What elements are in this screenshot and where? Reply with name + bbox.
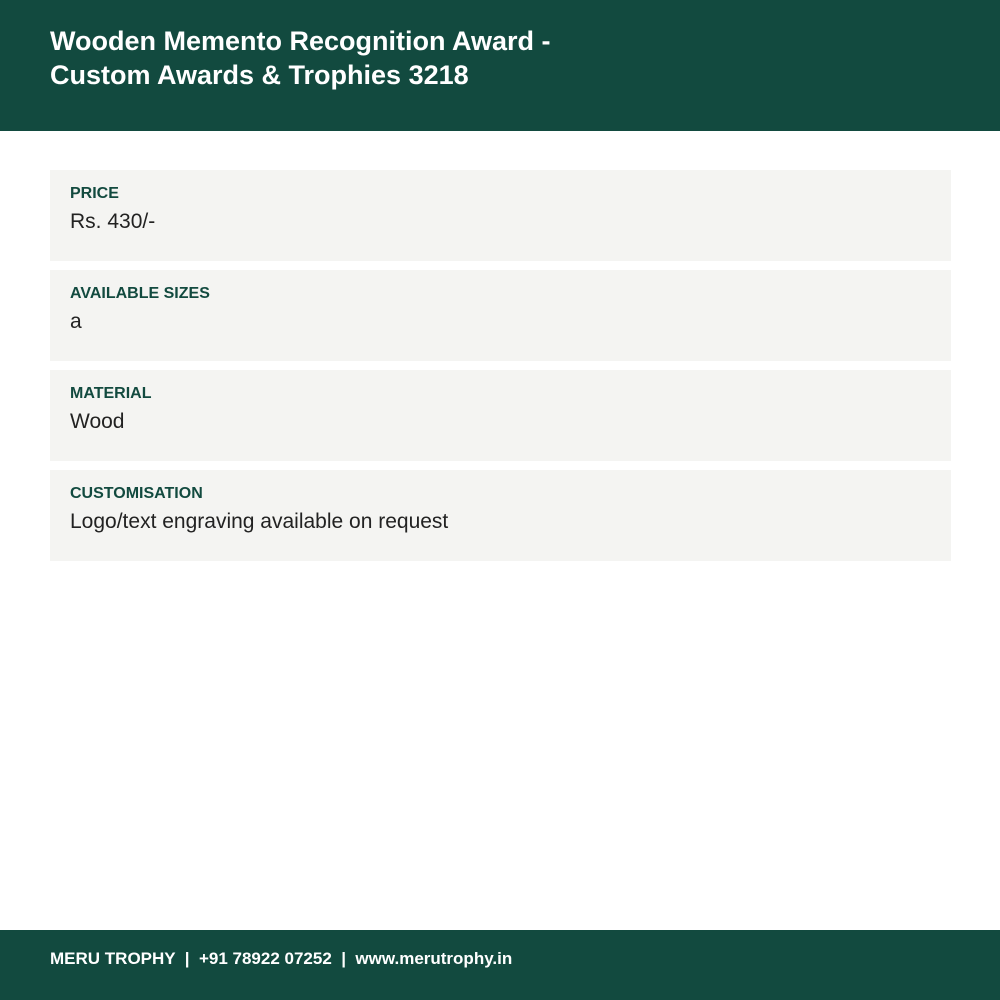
available-sizes-value: a (70, 310, 82, 333)
company-contact-info: MERU TROPHY | +91 78922 07252 | www.merutrophy.in (50, 949, 513, 968)
customisation-value: Logo/text engraving available on request (70, 510, 449, 533)
customisation-card (50, 470, 951, 561)
page-title-line-1: Wooden Memento Recognition Award - (50, 26, 551, 56)
header-banner (0, 0, 1000, 131)
product-details-list (50, 170, 951, 570)
price-value: Rs. 430/- (70, 210, 156, 233)
page-title-line-2: Custom Awards & Trophies 3218 (50, 60, 469, 90)
price-label: PRICE (70, 185, 119, 202)
footer-banner (0, 930, 1000, 1000)
available-sizes-label: AVAILABLE SIZES (70, 285, 210, 302)
material-value: Wood (70, 410, 125, 433)
page-title (50, 24, 670, 92)
available-sizes-card (50, 270, 951, 361)
material-label: MATERIAL (70, 385, 152, 402)
price-card (50, 170, 951, 261)
customisation-label: CUSTOMISATION (70, 485, 203, 502)
material-card (50, 370, 951, 461)
